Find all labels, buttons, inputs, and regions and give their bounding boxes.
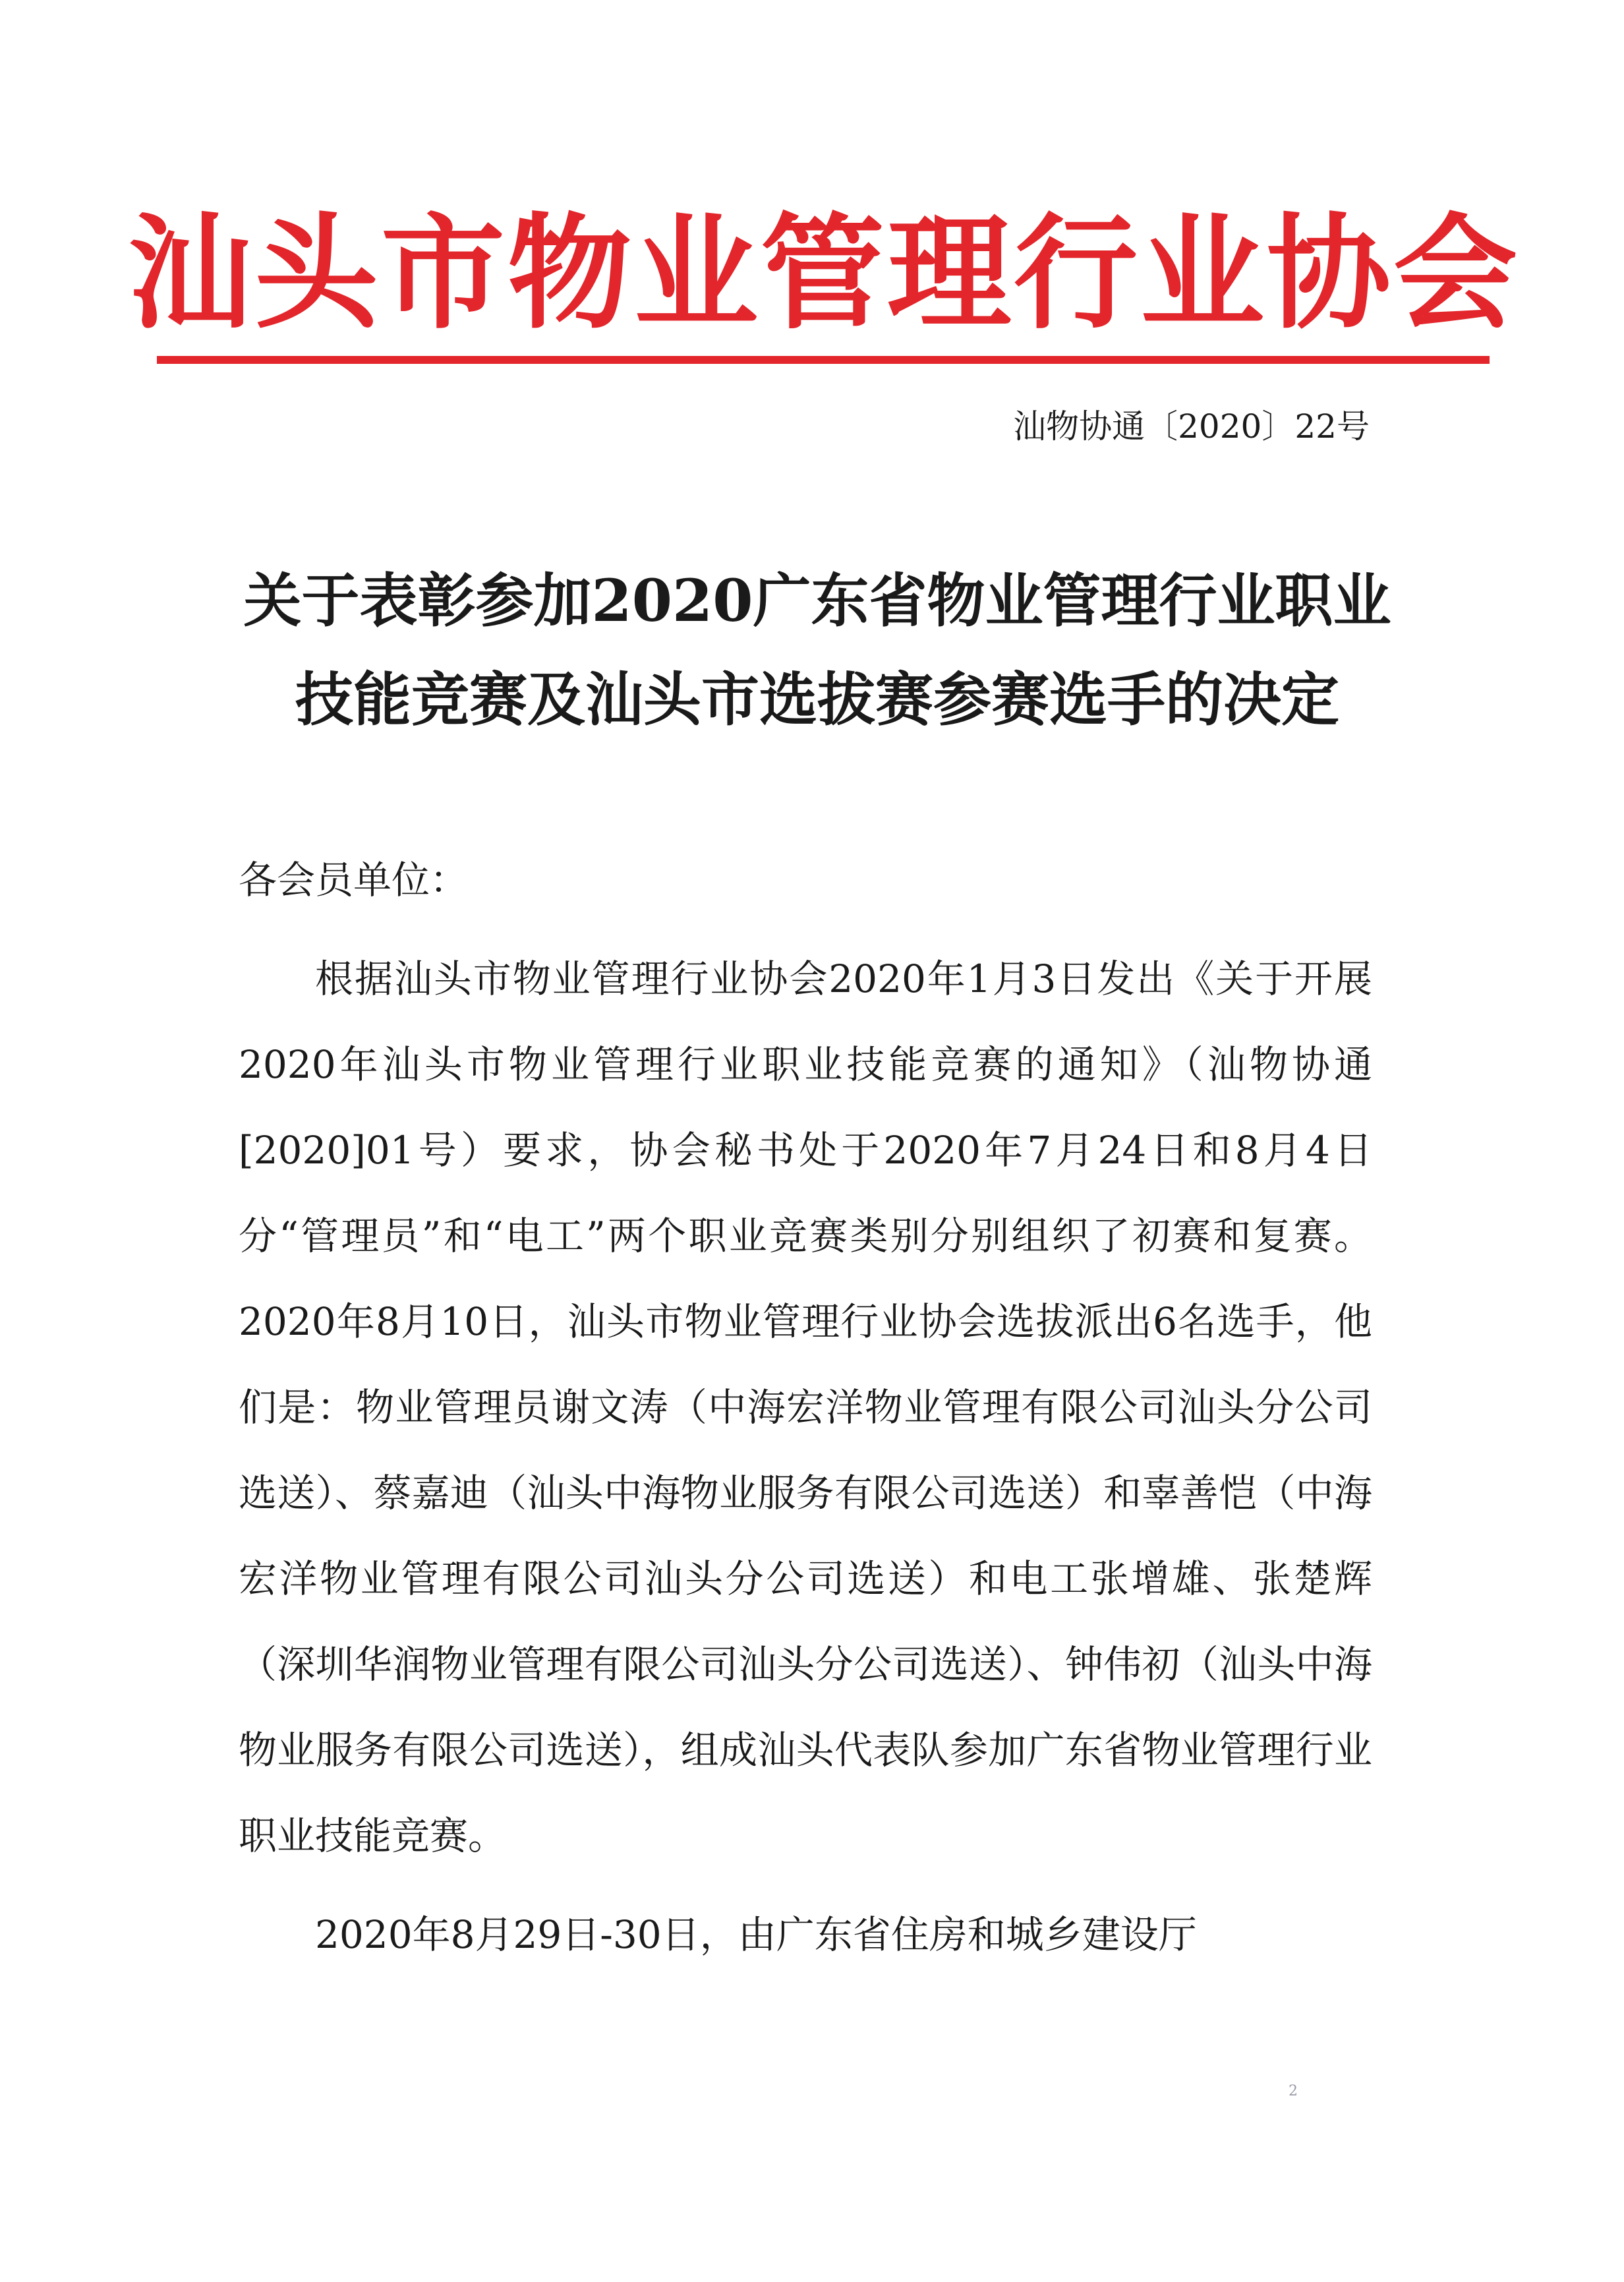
document-body xyxy=(239,936,1372,1977)
page-mark: 2 xyxy=(1289,2083,1298,2099)
body-paragraph: 根据汕头市物业管理行业协会2020年1月3日发出《关于开展2020年汕头市物业管理行业职业技能竞赛的通知》（汕物协通[2020]01号）要求，协会秘书处于2020年7月24日和8月4日分“管理员”和“电工”两个职业竞赛类别分别组织了初赛和复赛。2020年8月10日，汕头市物业管理行业协会选拔派出6名选手，他们是：物业管理员谢文涛（中海宏洋物业管理有限公司汕头分公司选送）、蔡嘉迪（汕头中海物业服务有限公司选送）和辜善恺（中海宏洋物业管理有限公司汕头分公司选送）和电工张增雄、张楚辉（深圳华润物业管理有限公司汕头分公司选送）、钟伟初（汕头中海物业服务有限公司选送），组成汕头代表队参加广东省物业管理行业职业技能竞赛。 xyxy=(239,956,1372,1858)
organization-letterhead: 汕头市物业管理行业协会 xyxy=(128,200,1520,346)
document-title-line-2: 技能竞赛及汕头市选拔赛参赛选手的决定 xyxy=(295,665,1339,734)
letterhead-red-rule xyxy=(157,356,1490,364)
body-paragraph: 2020年8月29日-30日，由广东省住房和城乡建设厅 xyxy=(315,1912,1197,1957)
document-title-line-1: 关于表彰参加2020广东省物业管理行业职业 xyxy=(243,566,1391,635)
salutation: 各会员单位： xyxy=(239,858,469,902)
document-title xyxy=(198,551,1437,749)
document-number: 汕物协通〔2020〕22号 xyxy=(1013,407,1370,446)
